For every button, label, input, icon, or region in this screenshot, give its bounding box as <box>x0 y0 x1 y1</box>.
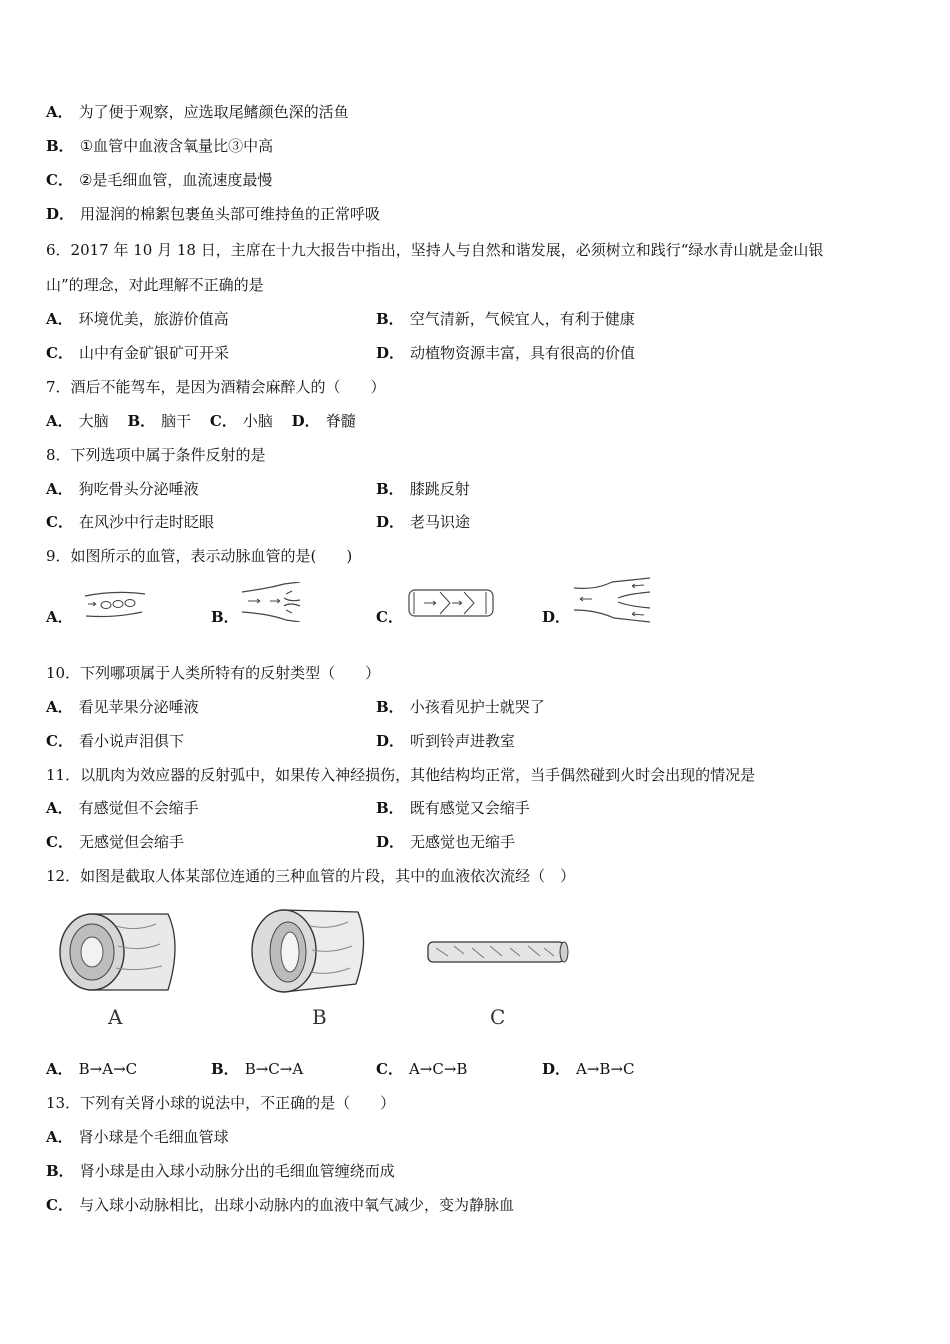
q12-option-d[interactable]: D． A→B→C <box>542 1060 635 1078</box>
vessel-a-capillary-icon <box>80 588 150 622</box>
q6-option-c[interactable]: C． 山中有金矿银矿可开采 <box>46 344 229 362</box>
figure-label-b: B <box>312 1005 327 1026</box>
q13-option-b[interactable]: B． 肾小球是由入球小动脉分出的毛细血管缠绕而成 <box>46 1162 395 1180</box>
q11-option-a[interactable]: A． 有感觉但不会缩手 <box>46 799 199 817</box>
q8-option-d[interactable]: D． 老马识途 <box>376 513 471 531</box>
vessel-c-valve-icon <box>406 586 496 620</box>
q6-stem-line1: 6．2017 年 10 月 18 日，主席在十九大报告中指出，坚持人与自然和谐发展，必须树立和践行“绿水青山就是金山银 <box>46 241 824 259</box>
vessel-figure-c-icon <box>424 936 570 1026</box>
q12-option-b[interactable]: B． B→C→A <box>211 1060 304 1078</box>
q9-option-b[interactable]: B． <box>211 608 239 626</box>
q13-option-c[interactable]: C． 与入球小动脉相比，出球小动脉内的血液中氧气减少，变为静脉血 <box>46 1196 514 1214</box>
q7-stem: 7．酒后不能驾车，是因为酒精会麻醉人的（ ） <box>46 378 386 396</box>
q11-stem: 11．以肌肉为效应器的反射弧中，如果传入神经损伤，其他结构均正常，当手偶然碰到火时会出现的情况是 <box>46 766 756 784</box>
q6-option-b[interactable]: B． 空气清新，气候宜人，有利于健康 <box>376 310 635 328</box>
q12-stem: 12．如图是截取人体某部位连通的三种血管的片段，其中的血液依次流经（ ） <box>46 867 576 885</box>
figure-label-a: A <box>108 1005 123 1026</box>
q9-option-c[interactable]: C． <box>376 608 403 626</box>
q11-option-d[interactable]: D． 无感觉也无缩手 <box>376 833 516 851</box>
q9-stem: 9．如图所示的血管，表示动脉血管的是( ) <box>46 547 353 565</box>
vessel-figure-a-icon <box>56 906 186 1026</box>
vessel-d-branching-icon <box>572 576 652 624</box>
q8-option-a[interactable]: A． 狗吃骨头分泌唾液 <box>46 480 199 498</box>
q6-option-d[interactable]: D． 动植物资源丰富，具有很高的价值 <box>376 344 636 362</box>
q7-option-d[interactable]: D． 脊髓 <box>291 412 356 430</box>
q13-stem: 13．下列有关肾小球的说法中，不正确的是（ ） <box>46 1094 396 1112</box>
q7-options <box>46 411 370 431</box>
q10-option-c[interactable]: C． 看小说声泪俱下 <box>46 732 184 750</box>
q5-option-b[interactable]: B． ①血管中血液含氧量比③中高 <box>46 137 274 155</box>
q5-option-a[interactable]: A． 为了便于观察，应选取尾鳍颜色深的活鱼 <box>46 103 349 121</box>
q10-option-d[interactable]: D． 听到铃声进教室 <box>376 732 516 750</box>
q10-option-a[interactable]: A． 看见苹果分泌唾液 <box>46 698 199 716</box>
q7-option-c[interactable]: C． 小脑 <box>209 412 273 430</box>
vessel-figure-b-icon <box>244 906 374 1026</box>
figure-label-c: C <box>490 1005 506 1026</box>
q13-option-a[interactable]: A． 肾小球是个毛细血管球 <box>46 1128 229 1146</box>
q12-option-c[interactable]: C． A→C→B <box>376 1060 468 1078</box>
q5-option-c[interactable]: C． ②是毛细血管，血流速度最慢 <box>46 171 273 189</box>
q8-option-b[interactable]: B． 膝跳反射 <box>376 480 470 498</box>
q11-option-b[interactable]: B． 既有感觉又会缩手 <box>376 799 530 817</box>
vessel-b-converging-icon <box>240 582 306 622</box>
q10-option-b[interactable]: B． 小孩看见护士就哭了 <box>376 698 545 716</box>
q9-option-d[interactable]: D． <box>542 608 571 626</box>
q8-option-c[interactable]: C． 在风沙中行走时眨眼 <box>46 513 214 531</box>
q12-option-a[interactable]: A． B→A→C <box>46 1060 138 1078</box>
q9-option-a[interactable]: A． <box>46 608 73 626</box>
q7-option-a[interactable]: A． 大脑 <box>46 412 109 430</box>
q11-option-c[interactable]: C． 无感觉但会缩手 <box>46 833 184 851</box>
q7-option-b[interactable]: B． 脑干 <box>127 412 192 430</box>
q8-stem: 8．下列选项中属于条件反射的是 <box>46 446 266 464</box>
q6-stem-line2: 山”的理念，对此理解不正确的是 <box>46 276 264 294</box>
q5-option-d[interactable]: D． 用湿润的棉絮包裹鱼头部可维持鱼的正常呼吸 <box>46 205 381 223</box>
q6-option-a[interactable]: A． 环境优美，旅游价值高 <box>46 310 229 328</box>
q10-stem: 10．下列哪项属于人类所特有的反射类型（ ） <box>46 664 381 682</box>
